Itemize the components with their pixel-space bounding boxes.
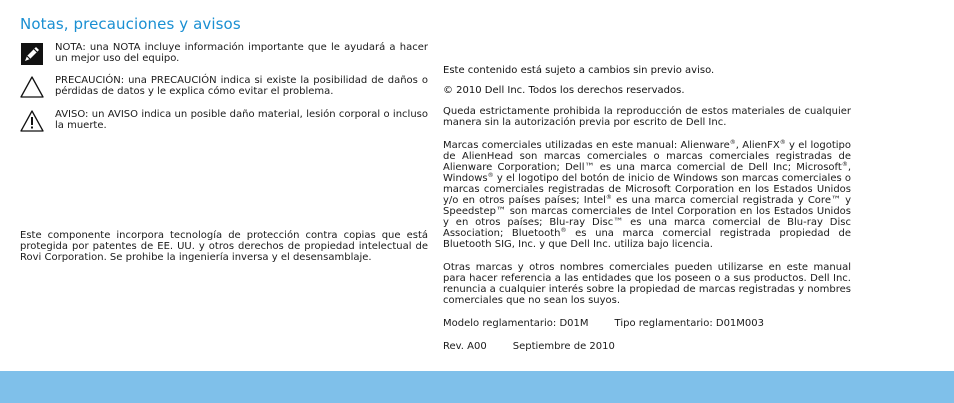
warning-label: AVISO:: [55, 109, 89, 120]
note-label: NOTA:: [55, 42, 86, 53]
page-title: Notas, precauciones y avisos: [20, 15, 241, 33]
warning-triangle-icon: [20, 109, 44, 133]
caution-label: PRECAUCIÓN:: [55, 75, 125, 86]
other-marks-text: Otras marcas y otros nombres comerciales pueden utilizarse en este manual para hacer referencia a las entidades que los poseen o a sus productos. Dell Inc. renuncia a cualquier interés sobre la propiedad de marcas registradas y nombres comerciales que no sean los suyos.: [443, 262, 851, 306]
registered-mark: ®: [729, 139, 736, 146]
caution-triangle-icon: [20, 75, 44, 99]
revision: Rev. A00: [443, 341, 487, 352]
pencil-note-icon: [20, 42, 44, 66]
caution-text: una PRECAUCIÓN indica si existe la posibilidad de daños o pérdidas de datos y le explica cómo evitar el problema.: [55, 75, 428, 97]
revision-date: Septiembre de 2010: [512, 341, 615, 352]
registered-mark: ®: [560, 227, 567, 234]
registered-mark: ®: [779, 139, 786, 146]
registered-mark: ®: [605, 194, 612, 201]
registered-mark: ®: [841, 161, 848, 168]
subject-to-change-text: Este contenido está sujeto a cambios sin previo aviso.: [443, 65, 715, 76]
warning-text: un AVISO indica un posible daño material, lesión corporal o incluso la muerte.: [55, 109, 428, 131]
prohibition-text: Queda estrictamente prohibida la reproducción de estos materiales de cualquier manera sin la autorización previa por escrito de Dell Inc.: [443, 106, 851, 128]
note-text: una NOTA incluye información importante que le ayudará a hacer un mejor uso del equipo.: [55, 42, 428, 64]
rovi-copy-protection-text: Este componente incorpora tecnología de protección contra copias que está protegida por patentes de EE. UU. y otros derechos de propiedad intelectual de Rovi Corporation. Se prohibe la ingeniería inversa y el desensamblaje.: [20, 230, 428, 263]
warning-notice: [20, 109, 428, 131]
regulatory-type: Tipo reglamentario: D01M003: [614, 318, 765, 329]
note-notice: [20, 42, 428, 64]
regulatory-model: Modelo reglamentario: D01M: [443, 318, 589, 329]
legal-column: [443, 65, 851, 352]
revision-line: [443, 341, 851, 352]
copyright-text: © 2010 Dell Inc. Todos los derechos reservados.: [443, 85, 685, 96]
trademarks-text: Marcas comerciales utilizadas en este manual: Alienware®, AlienFX® y el logotipo de AlienHead son marcas comerciales o marcas comerciales registradas de Alienware Corporation; Dell™ es una marca comercial de Dell Inc; Microsoft®, Windows® y el logotipo del botón de inicio de Windows son marcas comerciales o marcas comerciales registradas de Microsoft Corporation en los Estados Unidos y/o en otros países países; Intel® es una marca comercial registrada y Core™ y Speedstep™ son marcas comerciales de Intel Corporation en los Estados Unidos y en otros países; Blu-ray Disc™ es una marca comercial de Blu-ray Disc Association; Bluetooth® es una marca comercial registrada propiedad de Bluetooth SIG, Inc. y que Dell Inc. utiliza bajo licencia.: [443, 139, 852, 250]
footer-bar: [0, 371, 954, 403]
registered-mark: ®: [487, 172, 494, 179]
regulatory-line: [443, 318, 851, 329]
caution-notice: [20, 75, 428, 97]
